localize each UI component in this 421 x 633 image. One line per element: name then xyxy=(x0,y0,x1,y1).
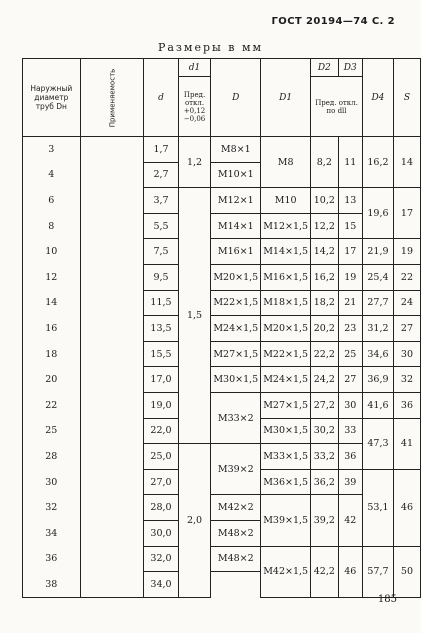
cell-applicability xyxy=(80,137,144,163)
cell-d: 15,5 xyxy=(144,341,179,367)
cell-D1: M22×1,5 xyxy=(261,341,311,367)
cell-D3: 19 xyxy=(338,264,362,290)
cell-applicability xyxy=(80,239,144,265)
col-d1-tolerance: Пред. откл. +0,12 −0,06 xyxy=(178,77,211,137)
cell-d1: 1,5 xyxy=(178,188,211,444)
cell-d: 2,7 xyxy=(144,162,179,188)
cell-d: 17,0 xyxy=(144,367,179,393)
cell-D3: 33 xyxy=(338,418,362,444)
cell-D2: 33,2 xyxy=(311,444,338,470)
cell-outer-diameter: 32 xyxy=(23,495,81,521)
cell-D2: 42,2 xyxy=(311,546,338,597)
cell-D1: M42×1,5 xyxy=(261,546,311,597)
cell-applicability xyxy=(80,392,144,418)
cell-S: 30 xyxy=(393,341,420,367)
page-number: 185 xyxy=(377,594,397,605)
cell-D: M14×1 xyxy=(211,213,261,239)
cell-D3: 36 xyxy=(338,444,362,470)
cell-d: 7,5 xyxy=(144,239,179,265)
cell-d: 30,0 xyxy=(144,520,179,546)
cell-S: 24 xyxy=(393,290,420,316)
cell-D4: 53,1 xyxy=(362,469,393,546)
cell-applicability xyxy=(80,495,144,521)
table-row xyxy=(23,264,421,290)
cell-applicability xyxy=(80,316,144,342)
cell-D2: 12,2 xyxy=(311,213,338,239)
cell-d: 11,5 xyxy=(144,290,179,316)
cell-d: 34,0 xyxy=(144,572,179,598)
cell-D4: 21,9 xyxy=(362,239,393,265)
cell-D3: 11 xyxy=(338,137,362,188)
table-row xyxy=(23,213,421,239)
cell-applicability xyxy=(80,418,144,444)
cell-D2: 16,2 xyxy=(311,264,338,290)
cell-outer-diameter: 25 xyxy=(23,418,81,444)
cell-d: 27,0 xyxy=(144,469,179,495)
cell-outer-diameter: 30 xyxy=(23,469,81,495)
cell-D: M30×1,5 xyxy=(211,367,261,393)
cell-D3: 42 xyxy=(338,495,362,546)
cell-outer-diameter: 16 xyxy=(23,316,81,342)
cell-applicability xyxy=(80,213,144,239)
cell-S: 32 xyxy=(393,367,420,393)
cell-S: 46 xyxy=(393,469,420,546)
cell-S: 22 xyxy=(393,264,420,290)
col-S: S xyxy=(393,59,420,137)
table-row xyxy=(23,367,421,393)
cell-D2: 14,2 xyxy=(311,239,338,265)
cell-D: M27×1,5 xyxy=(211,341,261,367)
cell-D1: M33×1,5 xyxy=(261,444,311,470)
cell-S: 14 xyxy=(393,137,420,188)
cell-d1: 2,0 xyxy=(178,444,211,598)
cell-S: 19 xyxy=(393,239,420,265)
cell-D1: M24×1,5 xyxy=(261,367,311,393)
cell-D2: 22,2 xyxy=(311,341,338,367)
cell-D3: 15 xyxy=(338,213,362,239)
cell-outer-diameter: 22 xyxy=(23,392,81,418)
cell-D: M16×1 xyxy=(211,239,261,265)
table-row xyxy=(23,444,421,470)
cell-D4: 16,2 xyxy=(362,137,393,188)
col-D2-D3-tolerance: Пред. откл. по dll xyxy=(311,77,363,137)
cell-D4: 25,4 xyxy=(362,264,393,290)
cell-d: 5,5 xyxy=(144,213,179,239)
cell-D1: M27×1,5 xyxy=(261,392,311,418)
cell-outer-diameter: 3 xyxy=(23,137,81,163)
cell-D1: M36×1,5 xyxy=(261,469,311,495)
cell-outer-diameter: 14 xyxy=(23,290,81,316)
cell-D: M24×1,5 xyxy=(211,316,261,342)
cell-D: M48×2 xyxy=(211,546,261,572)
cell-outer-diameter: 28 xyxy=(23,444,81,470)
cell-D2: 10,2 xyxy=(311,188,338,214)
cell-D2: 27,2 xyxy=(311,392,338,418)
cell-D3: 27 xyxy=(338,367,362,393)
cell-D4: 19,6 xyxy=(362,188,393,239)
cell-D: M8×1 xyxy=(211,137,261,163)
cell-applicability xyxy=(80,367,144,393)
cell-d: 25,0 xyxy=(144,444,179,470)
cell-D4: 31,2 xyxy=(362,316,393,342)
cell-D1: M8 xyxy=(261,137,311,188)
table-row xyxy=(23,137,421,163)
col-D4: D4 xyxy=(362,59,393,137)
cell-D2: 18,2 xyxy=(311,290,338,316)
cell-applicability xyxy=(80,341,144,367)
cell-D3: 17 xyxy=(338,239,362,265)
cell-S: 36 xyxy=(393,392,420,418)
cell-D3: 30 xyxy=(338,392,362,418)
col-applicability: Применяемость xyxy=(80,59,144,137)
cell-S: 50 xyxy=(393,546,420,597)
cell-outer-diameter: 12 xyxy=(23,264,81,290)
cell-d: 3,7 xyxy=(144,188,179,214)
cell-D1: M20×1,5 xyxy=(261,316,311,342)
cell-D4: 47,3 xyxy=(362,418,393,469)
cell-S: 17 xyxy=(393,188,420,239)
cell-D1: M16×1,5 xyxy=(261,264,311,290)
cell-D3: 13 xyxy=(338,188,362,214)
cell-D1: M12×1,5 xyxy=(261,213,311,239)
cell-D3: 21 xyxy=(338,290,362,316)
cell-D4: 27,7 xyxy=(362,290,393,316)
col-outer-diameter: Наружный диаметр труб Dн xyxy=(23,59,81,137)
cell-outer-diameter: 6 xyxy=(23,188,81,214)
cell-outer-diameter: 4 xyxy=(23,162,81,188)
cell-applicability xyxy=(80,444,144,470)
cell-applicability xyxy=(80,162,144,188)
cell-d: 19,0 xyxy=(144,392,179,418)
cell-D4: 36,9 xyxy=(362,367,393,393)
cell-D3: 25 xyxy=(338,341,362,367)
cell-D3: 23 xyxy=(338,316,362,342)
cell-D1: M14×1,5 xyxy=(261,239,311,265)
cell-D2: 20,2 xyxy=(311,316,338,342)
cell-d: 9,5 xyxy=(144,264,179,290)
cell-d: 13,5 xyxy=(144,316,179,342)
col-D3: D3 xyxy=(338,59,362,77)
cell-outer-diameter: 20 xyxy=(23,367,81,393)
cell-applicability xyxy=(80,546,144,572)
cell-applicability xyxy=(80,520,144,546)
table-row xyxy=(23,546,421,572)
cell-D4: 34,6 xyxy=(362,341,393,367)
table-row xyxy=(23,495,421,521)
cell-d: 32,0 xyxy=(144,546,179,572)
cell-D: M20×1,5 xyxy=(211,264,261,290)
cell-D3: 46 xyxy=(338,546,362,597)
cell-d1: 1,2 xyxy=(178,137,211,188)
cell-d: 1,7 xyxy=(144,137,179,163)
cell-d: 22,0 xyxy=(144,418,179,444)
cell-D2: 8,2 xyxy=(311,137,338,188)
cell-applicability xyxy=(80,264,144,290)
col-d1: d1 xyxy=(178,59,211,77)
cell-D: M22×1,5 xyxy=(211,290,261,316)
cell-outer-diameter: 8 xyxy=(23,213,81,239)
cell-D4: 57,7 xyxy=(362,546,393,597)
cell-D1: M18×1,5 xyxy=(261,290,311,316)
cell-outer-diameter: 34 xyxy=(23,520,81,546)
cell-D: M33×2 xyxy=(211,392,261,443)
cell-D3: 39 xyxy=(338,469,362,495)
document-header: ГОСТ 20194—74 С. 2 xyxy=(271,16,395,27)
table-row xyxy=(23,290,421,316)
cell-applicability xyxy=(80,290,144,316)
cell-D4: 41,6 xyxy=(362,392,393,418)
col-D: D xyxy=(211,59,261,137)
cell-D1: M39×1,5 xyxy=(261,495,311,546)
cell-applicability xyxy=(80,188,144,214)
cell-D: M39×2 xyxy=(211,444,261,495)
cell-D2: 30,2 xyxy=(311,418,338,444)
cell-D2: 39,2 xyxy=(311,495,338,546)
cell-S: 41 xyxy=(393,418,420,469)
cell-outer-diameter: 10 xyxy=(23,239,81,265)
cell-applicability xyxy=(80,572,144,598)
cell-D2: 36,2 xyxy=(311,469,338,495)
cell-outer-diameter: 38 xyxy=(23,572,81,598)
cell-D: M10×1 xyxy=(211,162,261,188)
cell-D: M12×1 xyxy=(211,188,261,214)
table-caption: Размеры в мм xyxy=(157,41,264,54)
cell-D1: M30×1,5 xyxy=(261,418,311,444)
table-row xyxy=(23,392,421,418)
table-row xyxy=(23,239,421,265)
col-d: d xyxy=(144,59,179,137)
col-D2: D2 xyxy=(311,59,338,77)
cell-applicability xyxy=(80,469,144,495)
cell-outer-diameter: 36 xyxy=(23,546,81,572)
cell-d: 28,0 xyxy=(144,495,179,521)
cell-S: 27 xyxy=(393,316,420,342)
table-row xyxy=(23,188,421,214)
cell-outer-diameter: 18 xyxy=(23,341,81,367)
cell-D: M48×2 xyxy=(211,520,261,546)
dimensions-table xyxy=(22,58,421,598)
cell-D: M42×2 xyxy=(211,495,261,521)
cell-D2: 24,2 xyxy=(311,367,338,393)
table-row xyxy=(23,316,421,342)
table-row xyxy=(23,341,421,367)
col-D1: D1 xyxy=(261,59,311,137)
cell-D1: M10 xyxy=(261,188,311,214)
